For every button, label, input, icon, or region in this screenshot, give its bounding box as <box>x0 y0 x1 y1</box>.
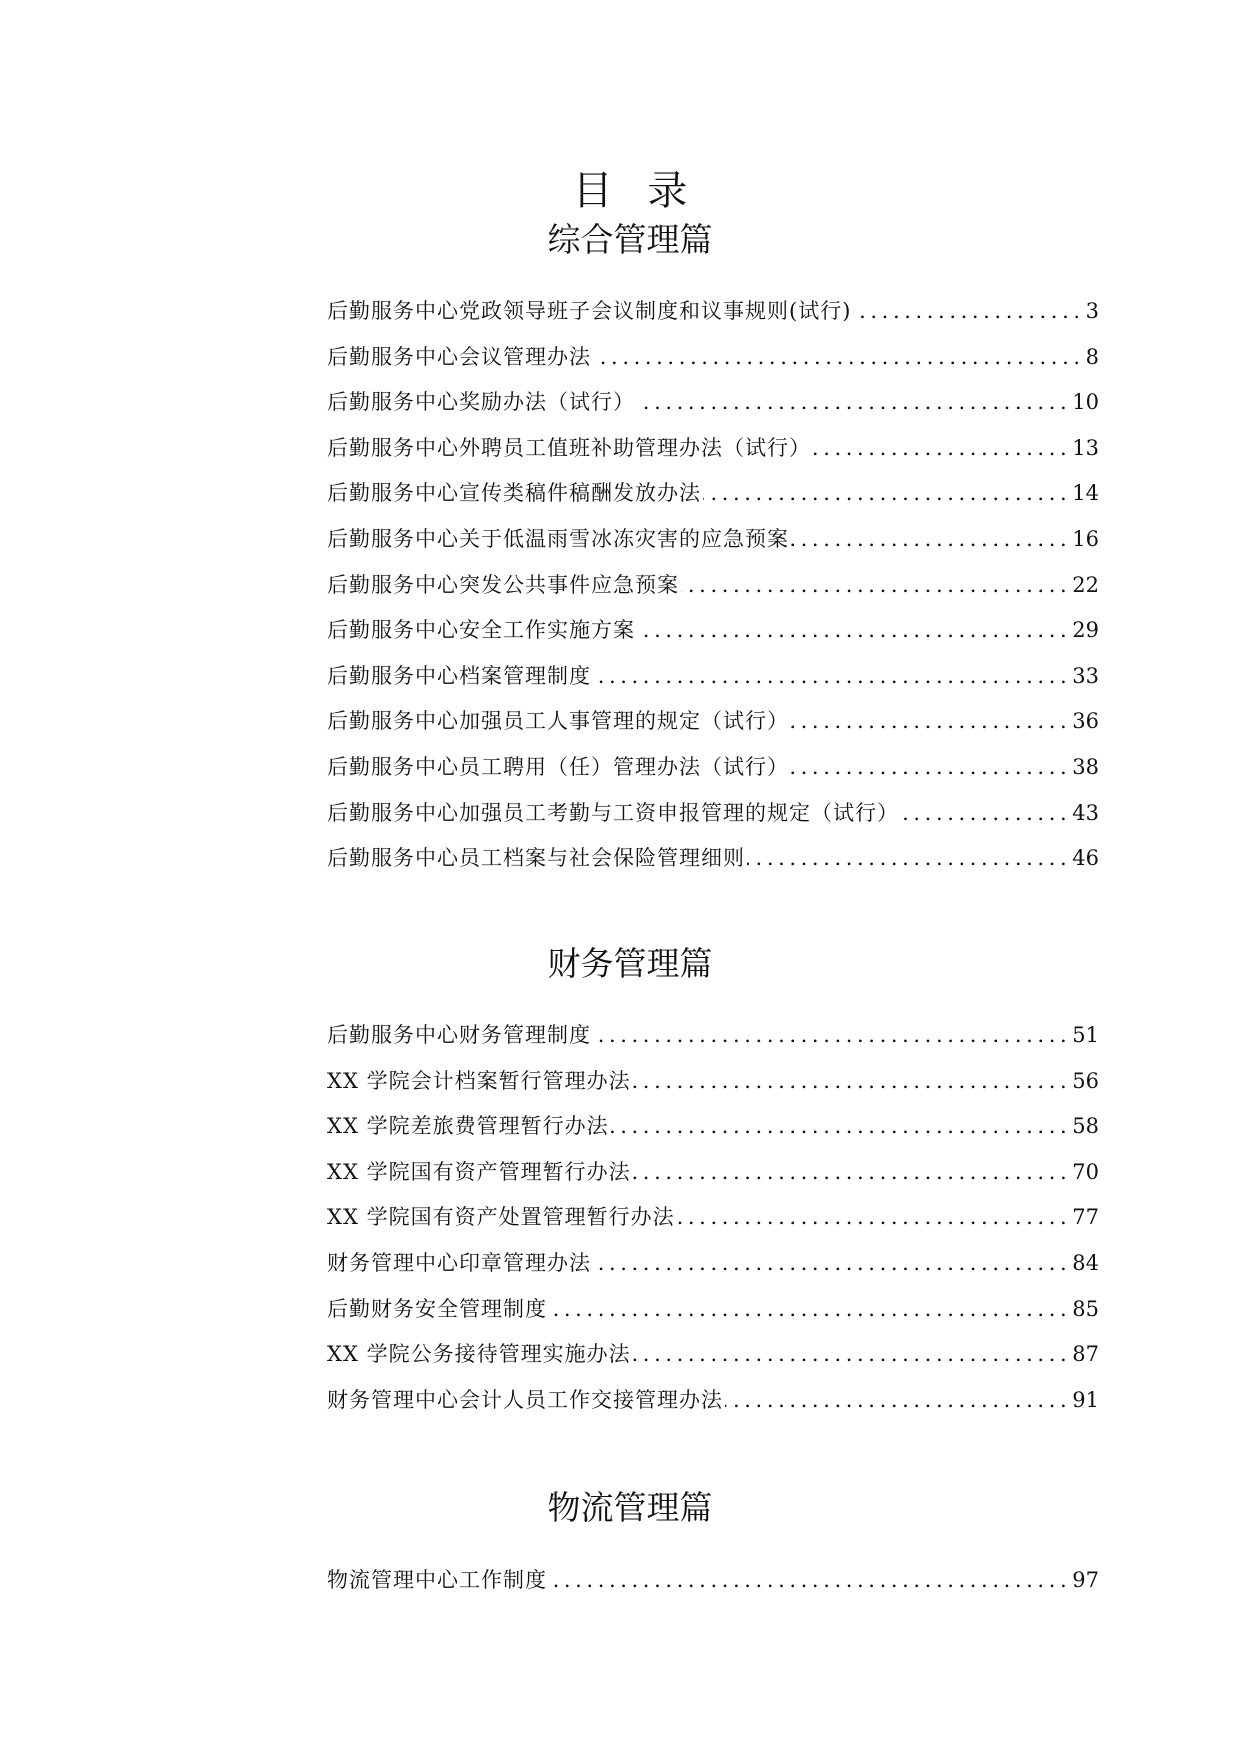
toc-page-number: 43 <box>1072 800 1099 825</box>
toc-leader-dots <box>633 1150 1072 1196</box>
toc-entry-title: XX 学院国有资产管理暂行办法 <box>327 1159 631 1184</box>
toc-entry-title: XX 学院国有资产处置管理暂行办法 <box>327 1205 675 1230</box>
toc-entry <box>327 426 1099 472</box>
toc-entry <box>327 380 1099 426</box>
toc-leader-dots <box>593 1241 1071 1287</box>
toc-leader-dots <box>637 380 1071 426</box>
toc-entry <box>327 1378 1099 1424</box>
toc-leader-dots <box>593 654 1071 700</box>
toc-leader-dots <box>791 745 1071 791</box>
toc-entry <box>327 471 1099 517</box>
toc-page-number: 77 <box>1072 1205 1099 1230</box>
toc-leader-dots <box>791 517 1071 563</box>
toc-entry <box>327 1332 1099 1378</box>
toc-page-number: 14 <box>1072 481 1099 506</box>
toc-page-number: 8 <box>1085 344 1099 369</box>
section-heading-finance: 财务管理篇 <box>547 944 713 983</box>
toc-page-number: 85 <box>1072 1296 1099 1321</box>
toc-list-logistics <box>327 1558 1099 1604</box>
toc-page-number: 70 <box>1072 1159 1099 1184</box>
toc-entry-title: 后勤服务中心党政领导班子会议制度和议事规则(试行) <box>327 299 852 323</box>
toc-entry-title: 后勤服务中心加强员工考勤与工资申报管理的规定（试行） <box>327 800 899 825</box>
toc-entry-title: 财务管理中心会计人员工作交接管理办法 <box>327 1387 723 1412</box>
toc-entry-title: 财务管理中心印章管理办法 <box>327 1250 591 1275</box>
toc-entry-title: 后勤服务中心加强员工人事管理的规定（试行） <box>327 709 789 734</box>
toc-entry <box>327 1558 1099 1604</box>
toc-page-number: 87 <box>1072 1342 1099 1367</box>
toc-entry-title: 后勤服务中心员工聘用（任）管理办法（试行） <box>327 754 789 779</box>
toc-leader-dots <box>791 699 1071 745</box>
toc-page-number: 10 <box>1072 390 1099 415</box>
toc-leader-dots <box>633 1332 1072 1378</box>
toc-leader-dots <box>747 836 1071 882</box>
toc-entry-title: XX 学院公务接待管理实施办法 <box>327 1342 631 1367</box>
toc-entry-title: 后勤服务中心突发公共事件应急预案 <box>327 572 679 597</box>
toc-entry <box>327 791 1099 837</box>
toc-page-number: 46 <box>1072 846 1099 871</box>
toc-entry-title: 后勤服务中心外聘员工值班补助管理办法（试行） <box>327 435 811 460</box>
toc-entry-title: 后勤服务中心关于低温雨雪冰冻灾害的应急预案 <box>327 526 789 551</box>
toc-page-number: 91 <box>1072 1387 1099 1412</box>
toc-leader-dots <box>677 1195 1072 1241</box>
toc-page-number: 58 <box>1072 1114 1099 1139</box>
toc-page-number: 16 <box>1072 526 1099 551</box>
toc-leader-dots <box>593 1013 1071 1059</box>
toc-entry <box>327 1287 1099 1333</box>
toc-page-number: 22 <box>1072 572 1099 597</box>
toc-leader-dots <box>593 335 1085 381</box>
toc-entry-title: 后勤财务安全管理制度 <box>327 1296 547 1321</box>
toc-leader-dots <box>681 563 1071 609</box>
toc-entry <box>327 1150 1099 1196</box>
toc-entry <box>327 1195 1099 1241</box>
toc-leader-dots <box>813 426 1071 472</box>
toc-leader-dots <box>633 1059 1072 1105</box>
toc-page-number: 3 <box>1085 299 1099 323</box>
toc-leader-dots <box>901 791 1071 837</box>
section-heading-logistics: 物流管理篇 <box>547 1488 713 1527</box>
toc-leader-dots <box>703 471 1071 517</box>
section-heading-general: 综合管理篇 <box>547 220 713 259</box>
toc-leader-dots <box>637 608 1071 654</box>
toc-entry-title: 后勤服务中心宣传类稿件稿酬发放办法 <box>327 481 701 506</box>
toc-entry-title: 后勤服务中心安全工作实施方案 <box>327 618 635 643</box>
page-title: 目 录 <box>572 168 688 214</box>
toc-page-number: 38 <box>1072 754 1099 779</box>
toc-entry <box>327 836 1099 882</box>
toc-entry-title: 物流管理中心工作制度 <box>327 1568 547 1592</box>
toc-entry <box>327 335 1099 381</box>
toc-leader-dots <box>611 1104 1072 1150</box>
toc-entry <box>327 1013 1099 1059</box>
toc-page-number: 29 <box>1072 618 1099 643</box>
toc-entry <box>327 289 1099 335</box>
toc-entry <box>327 745 1099 791</box>
toc-entry <box>327 1241 1099 1287</box>
toc-page-number: 36 <box>1072 709 1099 734</box>
toc-leader-dots <box>549 1287 1071 1333</box>
toc-page-number: 33 <box>1072 663 1099 688</box>
toc-entry-title: 后勤服务中心档案管理制度 <box>327 663 591 688</box>
toc-page-number: 13 <box>1072 435 1099 460</box>
toc-page-number: 56 <box>1072 1068 1099 1093</box>
toc-entry-title: 后勤服务中心员工档案与社会保险管理细则 <box>327 846 745 871</box>
toc-page-number: 84 <box>1072 1250 1099 1275</box>
toc-leader-dots <box>549 1558 1071 1604</box>
toc-entry <box>327 1059 1099 1105</box>
toc-leader-dots <box>725 1378 1071 1424</box>
toc-entry <box>327 608 1099 654</box>
toc-page-number: 51 <box>1072 1023 1099 1047</box>
toc-entry-title: 后勤服务中心会议管理办法 <box>327 344 591 369</box>
toc-page-number: 97 <box>1072 1568 1099 1592</box>
toc-list-general <box>327 289 1099 882</box>
toc-leader-dots <box>853 289 1084 335</box>
toc-entry <box>327 699 1099 745</box>
toc-entry <box>327 563 1099 609</box>
toc-entry-title: XX 学院会计档案暂行管理办法 <box>327 1068 631 1093</box>
toc-entry-title: 后勤服务中心财务管理制度 <box>327 1023 591 1047</box>
toc-entry <box>327 654 1099 700</box>
toc-list-finance <box>327 1013 1099 1423</box>
toc-entry-title: 后勤服务中心奖励办法（试行） <box>327 390 635 415</box>
toc-entry-title: XX 学院差旅费管理暂行办法 <box>327 1114 609 1139</box>
toc-entry <box>327 1104 1099 1150</box>
toc-entry <box>327 517 1099 563</box>
